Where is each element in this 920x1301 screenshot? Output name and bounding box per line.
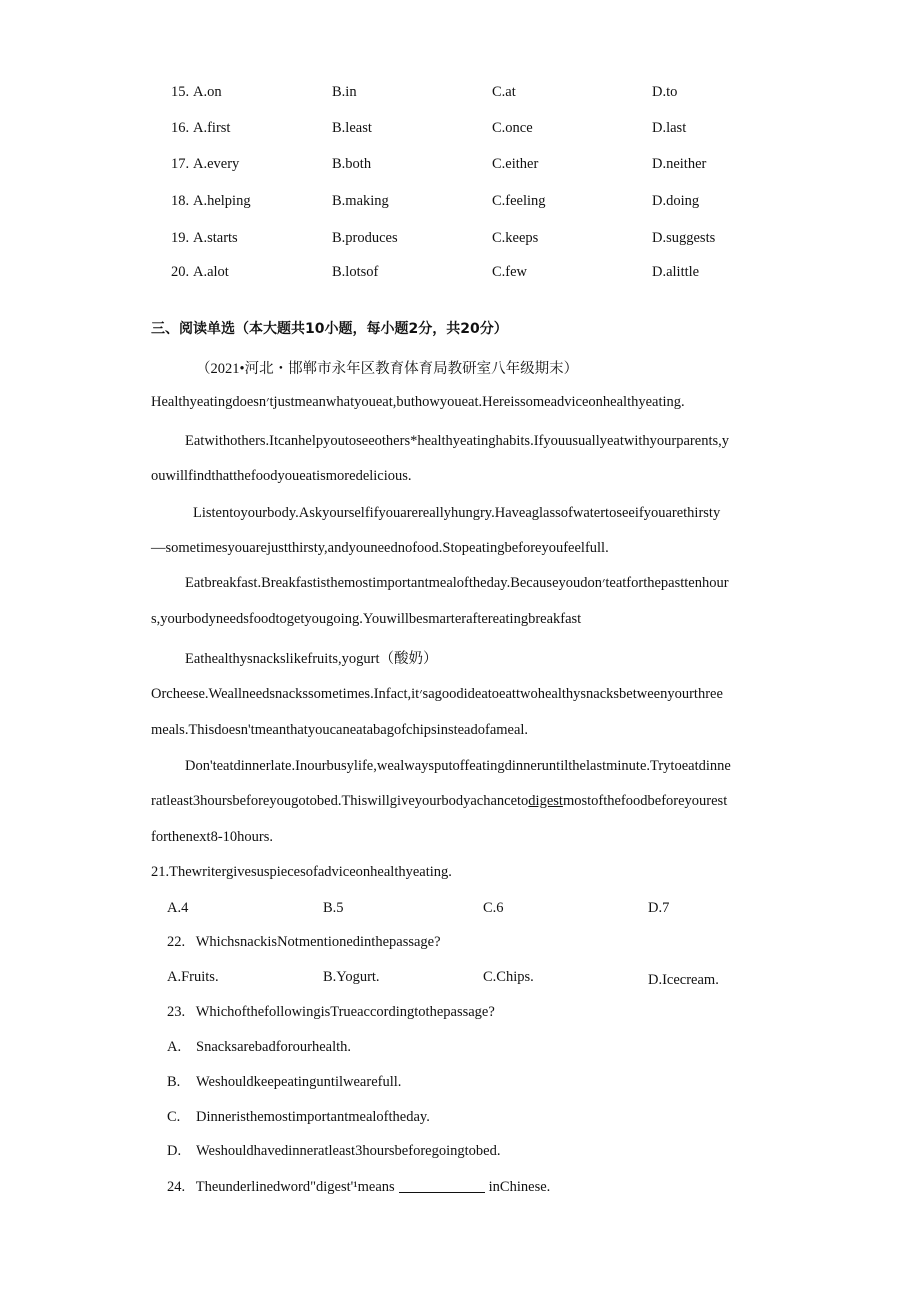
option-b: B.in (332, 84, 357, 100)
passage-line: —sometimesyouarejustthirsty,andyouneednofood.Stopeatingbeforeyoufeelfull. (151, 540, 609, 556)
option-a: A.on (193, 84, 222, 100)
question-number: 20. (171, 264, 190, 280)
question-number: 19. (171, 230, 190, 246)
option-a: A.4 (167, 900, 189, 916)
underlined-word: digest (528, 793, 563, 809)
question-number: 18. (171, 193, 190, 209)
option-d: D.alittle (652, 264, 700, 280)
option-b-row (167, 1074, 402, 1091)
option-b: B.least (332, 120, 372, 136)
option-text: Snacksarebadforourhealth. (196, 1039, 352, 1055)
option-b: B.5 (323, 900, 344, 916)
option-letter: C. (167, 1109, 181, 1125)
option-d: D.doing (652, 193, 700, 209)
passage-line: s,yourbodyneedsfoodtogetyougoing.Youwillbesmarteraftereatingbreakfast (151, 611, 582, 627)
options-21 (0, 900, 920, 920)
option-b: B.Yogurt. (323, 969, 380, 985)
option-a: A.first (193, 120, 231, 136)
option-c: C.Chips. (483, 969, 534, 985)
question-stem-23: 23. WhichofthefollowingisTrueaccordingtothepassage? (167, 1004, 495, 1020)
option-a-row (167, 1039, 352, 1056)
option-b: B.lotsof (332, 264, 379, 280)
question-number: 15. (171, 84, 190, 100)
option-d: D.neither (652, 156, 707, 172)
passage-line: ouwillfindthatthefoodyoueatismoredelicious. (151, 468, 412, 484)
passage-intro: Healthyeatingdoesn׳tjustmeanwhatyoueat,buthowyoueat.Hereissomeadviceonhealthyeating. (151, 394, 685, 410)
choice-row-15 (0, 84, 920, 104)
passage-line: Listentoyourbody.Askyourselfifyouarereallyhungry.Haveaglassofwatertoseeifyouarethirsty (193, 505, 721, 521)
option-c: C.feeling (492, 193, 546, 209)
option-letter: D. (167, 1143, 182, 1159)
choice-row-18 (0, 193, 920, 213)
option-d: D.7 (648, 900, 670, 916)
option-text: Weshouldhavedinneratleast3hoursbeforegoingtobed. (196, 1143, 501, 1159)
option-d-row (167, 1143, 501, 1160)
option-b: B.making (332, 193, 389, 209)
passage-source: （2021•河北・邯郸市永年区教育体育局教研室八年级期末） (196, 361, 579, 377)
option-a: A.Fruits. (167, 969, 219, 985)
passage-line: Eathealthysnackslikefruits,yogurt（酸奶） (185, 651, 438, 667)
passage-line: forthenext8-10hours. (151, 829, 274, 845)
stem-text: inChinese. (488, 1179, 551, 1195)
passage-text: ratleast3hoursbeforeyougotobed.Thiswillgiveyourbodyachanceto (151, 793, 529, 809)
passage-line (151, 793, 727, 810)
option-c: C.few (492, 264, 528, 280)
choice-row-16 (0, 120, 920, 140)
option-d: D.suggests (652, 230, 716, 246)
question-stem-22: 22. WhichsnackisNotmentionedinthepassage? (167, 934, 441, 950)
question-number: 16. (171, 120, 190, 136)
passage-line: Don'teatdinnerlate.Inourbusylife,wealwaysputoffeatingdinneruntilthelastminute.Trytoeatdinne (185, 758, 731, 774)
option-c: C.once (492, 120, 533, 136)
option-c: C.either (492, 156, 539, 172)
question-stem-21: 21.Thewritergivesuspiecesofadviceonhealthyeating. (151, 864, 452, 880)
option-text: Dinneristhemostimportantmealoftheday. (196, 1109, 430, 1125)
choice-row-19 (0, 230, 920, 250)
option-c: C.at (492, 84, 516, 100)
option-c: C.keeps (492, 230, 539, 246)
option-a: A.alot (193, 264, 229, 280)
option-c: C.6 (483, 900, 504, 916)
section-heading: 三、阅读单选（本大题共10小题，每小题2分，共20分） (151, 321, 508, 337)
passage-line: Orcheese.Weallneedsnackssometimes.Infact,it׳sagoodideatoeattwohealthysnacksbetweenyourthree (151, 686, 723, 702)
passage-line: meals.Thisdoesn'tmeanthatyoucaneatabagofchipsinsteadofameal. (151, 722, 529, 738)
question-stem-24 (167, 1178, 550, 1196)
option-text: Weshouldkeepeatinguntilwearefull. (196, 1074, 402, 1090)
option-c-row (167, 1109, 430, 1126)
options-22 (0, 969, 920, 989)
passage-text: mostofthefoodbeforeyourest (562, 793, 728, 809)
option-d: D.Icecream. (648, 972, 719, 988)
choice-row-17 (0, 156, 920, 176)
option-b: B.produces (332, 230, 398, 246)
option-d: D.last (652, 120, 687, 136)
option-d: D.to (652, 84, 678, 100)
passage-line: Eatwithothers.Itcanhelpyoutoseeothers*healthyeatinghabits.Ifyouusuallyeatwithyourparents,y (185, 433, 729, 449)
option-a: A.starts (193, 230, 238, 246)
passage-line: Eatbreakfast.Breakfastisthemostimportantmealoftheday.Becauseyoudon׳teatforthepasttenhour (185, 575, 729, 591)
answer-blank[interactable] (399, 1178, 485, 1193)
choice-row-20 (0, 264, 920, 284)
stem-text: 24. Theunderlinedword"digest'¹means (167, 1179, 395, 1195)
option-a: A.helping (193, 193, 251, 209)
question-number: 17. (171, 156, 190, 172)
option-letter: B. (167, 1074, 181, 1090)
option-b: B.both (332, 156, 372, 172)
option-letter: A. (167, 1039, 182, 1055)
option-a: A.every (193, 156, 240, 172)
